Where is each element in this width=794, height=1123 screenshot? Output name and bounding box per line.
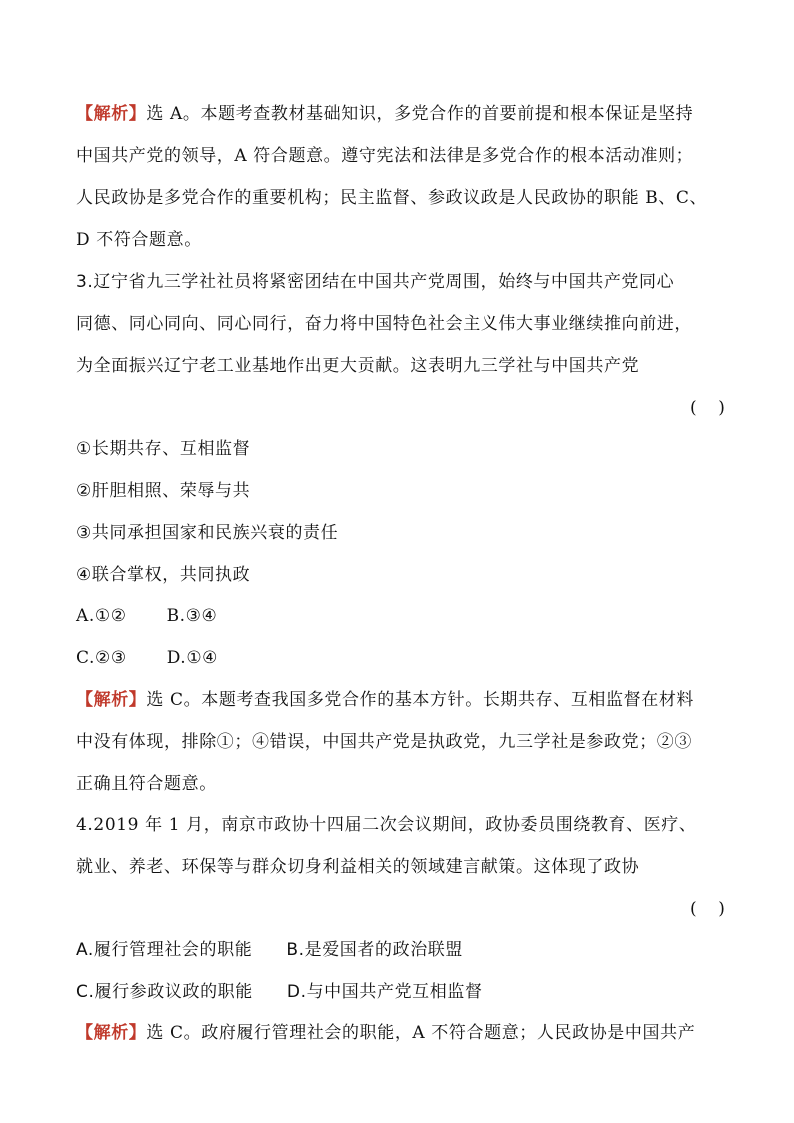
q2-analysis-line-2: 中国共产党的领导，A 符合题意。遵守宪法和法律是多党合作的根本活动准则；	[76, 146, 694, 166]
q4-option-d: D.与中国共产党互相监督	[286, 982, 483, 1002]
q3-stem-line-1: 3.辽宁省九三学社社员将紧密团结在中国共产党周围，始终与中国共产党同心	[76, 272, 675, 292]
q3-analysis-line-2: 中没有体现，排除①；④错误，中国共产党是执政党，九三学社是参政党；②③	[76, 732, 692, 752]
q4-analysis-line-1: 【解析】选 C。政府履行管理社会的职能，A 不符合题意；人民政协是中国共产	[76, 1023, 696, 1043]
q3-item-2: ②肝胆相照、荣辱与共	[76, 481, 251, 501]
q4-stem-line-2: 就业、养老、环保等与群众切身利益相关的领域建言献策。这体现了政协	[76, 857, 640, 877]
q3-item-4: ④联合掌权，共同执政	[76, 565, 251, 585]
q3-option-c: C.②③	[76, 648, 127, 668]
q3-analysis-line-1: 【解析】选 C。本题考查我国多党合作的基本方针。长期共存、互相监督在材料	[76, 690, 695, 710]
q3-item-1: ①长期共存、互相监督	[76, 439, 251, 459]
q2-analysis-line-1: 【解析】选 A。本题考查教材基础知识，多党合作的首要前提和根本保证是坚持	[76, 104, 694, 124]
q3-options-row-2	[76, 647, 736, 669]
q3-stem-line-2: 同德、同心同向、同心同行，奋力将中国特色社会主义伟大事业继续推向前进，	[76, 314, 692, 334]
q3-answer-bracket: ( )	[690, 398, 725, 418]
q3-option-d: D.①④	[166, 648, 218, 668]
q3-analysis-line-3: 正确且符合题意。	[76, 774, 217, 794]
q3-options-row-1	[76, 605, 736, 627]
q3-option-b: B.③④	[166, 606, 218, 626]
q2-analysis-line-3: 人民政协是多党合作的重要机构；民主监督、参政议政是人民政协的职能 B、C、	[76, 188, 708, 208]
q4-options-row-1	[76, 939, 736, 961]
q3-option-a: A.①②	[76, 606, 127, 626]
analysis-label: 【解析】	[76, 1023, 147, 1043]
analysis-label: 【解析】	[76, 104, 147, 124]
q4-option-c: C.履行参政议政的职能	[76, 982, 253, 1002]
q3-item-3: ③共同承担国家和民族兴衰的责任	[76, 523, 339, 543]
analysis-label: 【解析】	[76, 690, 147, 710]
q4-options-row-2	[76, 981, 736, 1003]
q3-stem-line-3: 为全面振兴辽宁老工业基地作出更大贡献。这表明九三学社与中国共产党	[76, 356, 640, 376]
q4-option-a: A.履行管理社会的职能	[76, 940, 253, 960]
q4-stem-line-1: 4.2019 年 1 月，南京市政协十四届二次会议期间，政协委员围绕教育、医疗、	[76, 815, 697, 835]
q4-option-b: B.是爱国者的政治联盟	[286, 940, 464, 960]
q4-answer-bracket: ( )	[690, 899, 725, 919]
q2-analysis-line-4: D 不符合题意。	[76, 230, 202, 250]
